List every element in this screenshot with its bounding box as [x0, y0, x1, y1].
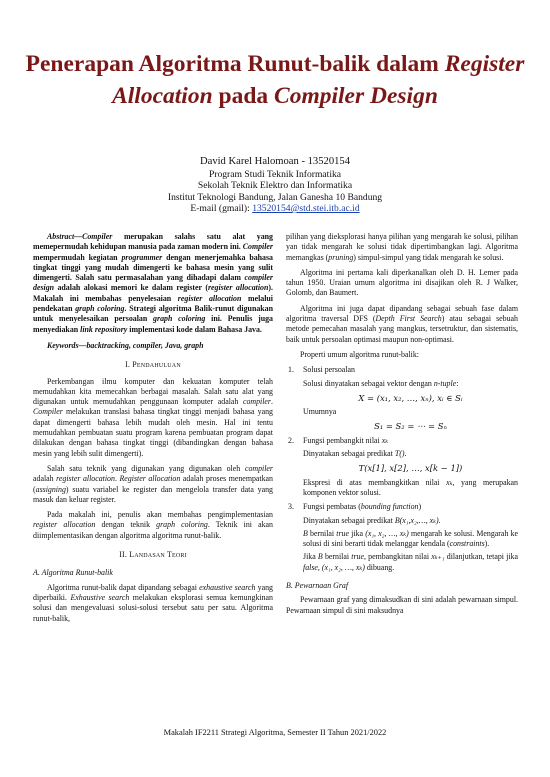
body-text: pilihan yang dieksplorasi hanya pilihan yang mengarah ke solusi, pilihan yan tidak mengarah ke solusi tidak dipertimbangkan lagi. Algoritma memangkas ( — [286, 232, 518, 262]
body-text: bernilai — [307, 528, 337, 538]
abstract-text: adalah alokasi memori ke dalam register ( — [54, 283, 208, 293]
paper-title — [0, 48, 550, 112]
title-text: pada — [212, 83, 275, 109]
right-column — [286, 232, 518, 621]
body-text: , yang merupakan komponen vektor solusi. — [303, 477, 518, 497]
abstract-text: merupakan salahs satu alat yang memepermudah kehidupan manusia pada zaman modern ini. — [33, 232, 273, 252]
intro-paragraph-2 — [33, 464, 273, 505]
body-text-italic: B — [303, 528, 308, 538]
body-text: melakukan eksplorasi semua kemungkinan solusi dan mengevaluasi solusi-solusi tersebut satu per satu. Algoritma runut-balik, — [33, 592, 273, 623]
body-text: , pembangkitan nilai — [363, 552, 432, 562]
section-heading-theory: II. Landasan Teori — [119, 550, 187, 560]
abstract-text: register allocation — [207, 283, 269, 293]
properties-intro: Properti umum algoritma runut-balik: — [300, 349, 419, 359]
properties-list — [286, 365, 518, 573]
body-text-italic: n-tuple — [433, 378, 457, 388]
subsection-a-paragraph-2: Algoritma ini pertama kali diperkanalkan oleh D. H. Lemer pada tahun 1950. Uraian umum algoritma ini disajikan oleh R. J Walker, Golomb, dan Baumert. — [286, 267, 518, 298]
list-item — [286, 436, 518, 498]
abstract-text: graph coloring — [75, 304, 125, 314]
body-text-italic: true — [336, 528, 349, 538]
abstract-text: melalui pendekatan — [33, 293, 273, 314]
subsection-a-paragraph-1 — [33, 583, 273, 624]
body-text-italic: compiler — [244, 463, 273, 473]
list-item-desc — [303, 516, 518, 526]
body-text: mengarah ke solusi. Mengarah ke solusi di sini berarti tidak melanggar kendala ( — [303, 528, 519, 549]
body-text: Algoritma runut-balik dapat dipandang sebagai — [47, 582, 200, 592]
body-text: Salah satu teknik yang digunakan yang digunakan oleh — [47, 463, 245, 473]
list-item — [286, 502, 518, 573]
title-text-italic: Allocation — [112, 83, 213, 109]
body-text: Pada makalah ini, penulis akan membahas pengimplementasian — [47, 510, 273, 520]
body-text: Jika — [303, 552, 318, 562]
title-text: Penerapan Algoritma Runut-balik dalam — [25, 51, 445, 77]
keywords-label: Keywords— — [47, 340, 87, 350]
abstract-text: Compiler — [82, 232, 113, 241]
list-number: 1. — [288, 365, 294, 375]
body-text-italic: exhaustive search — [199, 582, 256, 592]
body-text: dilanjutkan, tetapi jika — [444, 552, 519, 562]
body-text: Dinyatakan sebagai predikat — [303, 449, 395, 459]
body-text-italic: Depth First Search — [375, 314, 442, 324]
list-item-desc — [303, 552, 518, 573]
list-item-desc: Umumnya — [303, 407, 337, 417]
author-institute: Institut Teknologi Bandung, Jalan Ganesha 10 Bandung — [167, 191, 383, 203]
body-text: Algoritma ini juga dapat dipandang sebagai sebuah fase dalam algoritma traversal DFS ( — [286, 303, 518, 324]
body-text-italic: register allocation — [56, 474, 115, 484]
body-text: Ekspresi di atas membangkitkan nilai — [303, 477, 447, 487]
list-item-title-italic: xₖ — [381, 435, 389, 445]
body-text: . — [114, 474, 120, 484]
author-block — [0, 155, 550, 215]
body-text-italic: B(x₁,x₂,…, xₖ) — [394, 515, 439, 525]
abstract — [33, 232, 273, 335]
list-number: 2. — [288, 435, 294, 445]
abstract-text: register allocation — [177, 293, 242, 303]
list-item-desc — [303, 478, 518, 499]
list-item-title-italic: bounding function — [360, 502, 419, 512]
keywords — [33, 341, 273, 351]
subsection-a-paragraph-3 — [286, 304, 518, 345]
body-text-italic: graph coloring — [156, 520, 208, 530]
body-text: ) atau sebagai sebuah metode pemecahan masalah yang mangkus, tersetruktur, dan sistematis, baik untuk persoalan optimasi maupun non-optimasi. — [286, 314, 519, 344]
author-school: Sekolah Teknik Elektro dan Informatika — [197, 180, 353, 192]
equation: T(x[1], x[2], …, x[k − 1]) — [358, 463, 463, 474]
abstract-text: programmer — [121, 252, 163, 262]
body-text: jika — [349, 528, 366, 538]
abstract-text: compiler design — [33, 273, 273, 293]
subsection-heading-a: A. Algoritma Runut-balik — [33, 568, 113, 578]
subsection-b-paragraph-1: Pewarnaan graf yang dimaksudkan di sini adalah pewarnaan simpul. Pewarnaan simpul di sini maksudnya — [286, 595, 518, 615]
email-link[interactable]: 13520154@std.stei.itb.ac.id — [252, 203, 360, 215]
list-item-title: Fungsi pembatas ( — [303, 502, 361, 512]
body-text: dengan teknik — [95, 520, 157, 530]
body-text-italic: xₖ₊₁ — [431, 552, 445, 562]
body-text-italic: xₖ — [446, 477, 453, 487]
body-text-italic: B — [317, 552, 323, 562]
body-text: Perkembangan ilmu komputer dan kekuatan komputer telah memudahkan kita memecahkan berbagai masalah. Salah satu alat yang digunakan untuk memudahkan penggunaan komputer adalah — [33, 376, 273, 407]
abstract-text: . Strategi algoritma Balik-runut digunakan untuk menyelesaikan persoalan — [33, 304, 273, 324]
body-text: . — [271, 397, 273, 407]
body-text: dibuang. — [364, 562, 395, 572]
list-number: 3. — [288, 502, 294, 512]
body-text: adalah — [33, 474, 57, 484]
body-text-italic: pruning — [328, 252, 354, 262]
list-item-desc — [303, 379, 518, 389]
body-text: adalah proses menempatkan ( — [33, 474, 273, 494]
body-text-italic: T() — [394, 449, 405, 459]
equation: S₁ = S₂ = ⋯ = Sₙ — [374, 421, 447, 432]
list-item-title: Fungsi pembangkit nilai — [303, 435, 382, 445]
list-item — [286, 365, 518, 431]
title-text-italic: Register — [444, 51, 525, 77]
left-column — [33, 232, 273, 629]
page-footer: Makalah IF2211 Strategi Algoritma, Semester II Tahun 2021/2022 — [163, 728, 387, 737]
author-name: David Karel Halomoan - 13520154 — [199, 156, 351, 167]
abstract-text: graph coloring — [153, 314, 206, 324]
body-text-italic: compiler — [242, 397, 272, 407]
body-text-italic: Register allocation — [119, 474, 181, 484]
body-text: ) suatu variabel ke register dan mengelola transfer data yang masuk dan keluar register. — [33, 484, 273, 504]
abstract-text: Compiler — [242, 242, 273, 252]
list-item-title: ) — [418, 502, 422, 512]
body-text-italic: Compiler — [33, 407, 63, 417]
body-text-italic: false — [303, 562, 318, 572]
body-text: Solusi dinyatakan sebagai vektor dengan — [303, 378, 434, 388]
email-label: E-mail (gmail): — [190, 203, 253, 215]
body-text: yang diperbaiki. — [33, 582, 273, 602]
body-text-italic: (x₁, x₂, …, xₖ) — [365, 528, 409, 538]
section-heading-intro: I. Pendahuluan — [125, 360, 181, 370]
intro-paragraph-1 — [33, 377, 273, 459]
body-text: bernilai — [322, 552, 352, 562]
abstract-text: ). Makalah ini membahas penyelesaian — [33, 283, 273, 303]
equation: X = (x₁, x₂, …, xₙ), xᵢ ∈ Sᵢ — [358, 392, 463, 403]
list-item-desc — [303, 529, 518, 550]
abstract-label: Abstract— — [47, 232, 83, 241]
author-program: Program Studi Teknik Informatika — [208, 169, 342, 180]
body-text-italic: assigning — [35, 484, 66, 494]
body-text-italic: Exhaustive search — [70, 592, 130, 602]
body-text-italic: register allocation — [33, 520, 96, 530]
keywords-text: backtracking, compiler, Java, graph — [86, 340, 204, 350]
body-text-italic: constraints — [449, 539, 485, 549]
body-text: . Teknik ini akan diimplementasikan dengan algoritma algoritma runut-balik. — [33, 520, 273, 540]
intro-paragraph-3 — [33, 510, 273, 541]
list-item-title: Solusi persoalan — [303, 365, 355, 375]
body-text: melakukan translasi bahasa tingkat tinggi menjadi bahasa yang dapat dimengerti bahasa lebih mudah oleh mesin. Hal ini tentu memudahkan pembuatan suatu program karena pembuatan program dapat dilakukan dengan bahasa tingkat tinggi (dibandingkan dengan bahasa mesin yang lebih sulit dimengerti). — [33, 407, 273, 458]
body-text: . — [404, 449, 407, 459]
body-text-italic: true — [351, 552, 364, 562]
list-item-desc — [303, 449, 518, 459]
abstract-text: implementasi kode dalam Bahasa Java. — [127, 324, 262, 334]
author-email-line — [0, 203, 550, 214]
subsection-heading-b: B. Pewarnaan Graf — [286, 581, 349, 591]
body-text: . — [438, 515, 441, 525]
abstract-text: ini. Penulis juga menyediakan — [33, 314, 273, 334]
body-text: : — [456, 378, 459, 388]
title-text-italic: Compiler Design — [274, 83, 438, 109]
abstract-text: dengan menerjemahka bahasa tingkat tinggi yang mudah dimengerti ke bahasa mesin yang sulit dimengerti. Salah satu permasalahan yang dihadapi dalam — [33, 252, 273, 283]
body-text: ). — [484, 539, 490, 549]
body-text: , — [317, 562, 322, 572]
abstract-text: mempermudah kegiatan — [33, 252, 122, 262]
body-text: Dinyatakan sebagai predikat — [303, 515, 395, 525]
abstract-text: link repository — [80, 324, 128, 334]
body-text: ) simpul-simpul yang tidak mengarah ke solusi. — [353, 252, 504, 262]
body-text-italic: (x₁, x₂, …, xₖ) — [321, 562, 365, 572]
subsection-a-paragraph-1-cont — [286, 232, 518, 263]
